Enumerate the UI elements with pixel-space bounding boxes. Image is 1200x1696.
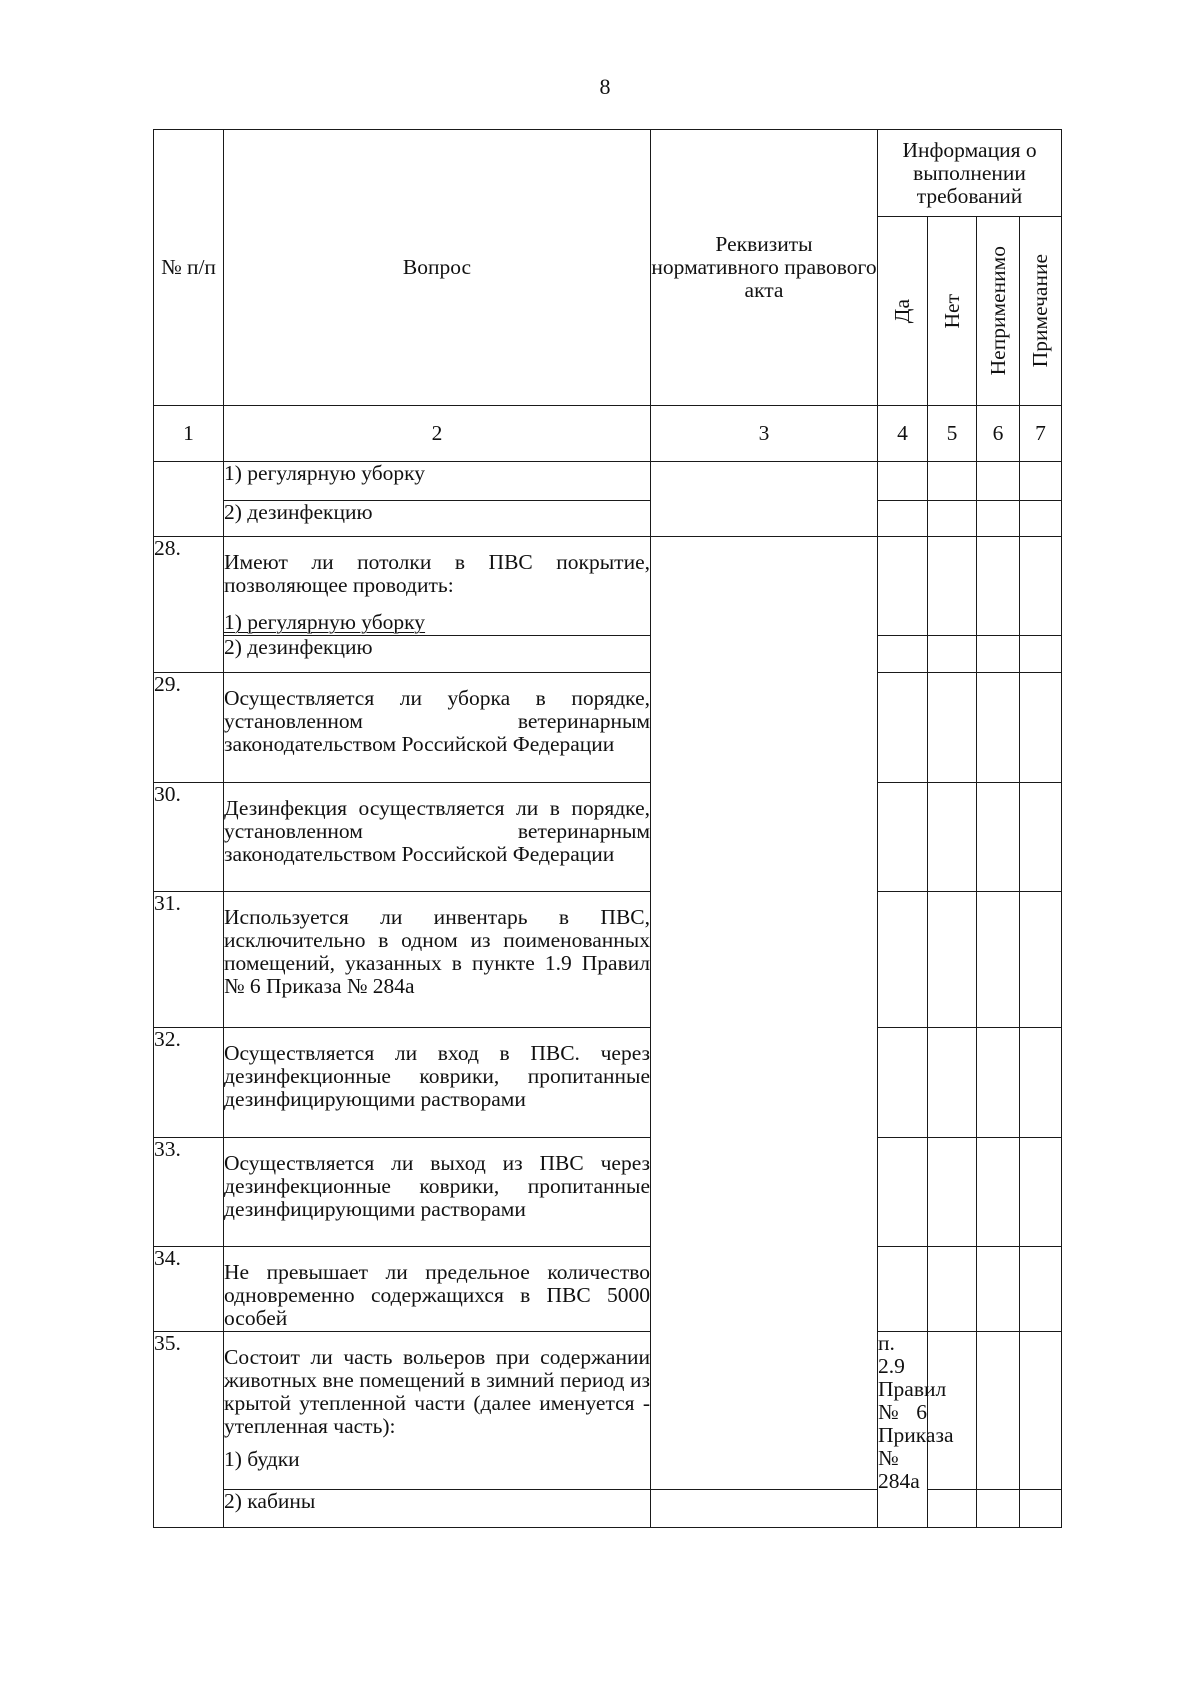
table-row: [154, 1332, 1062, 1400]
table-row: [154, 1247, 1062, 1332]
answer-yes-cell[interactable]: [878, 1138, 928, 1247]
row-question: Осуществляется ли вход в ПВС. через дезинфекционные коврики, пропитанные дезинфицирующими растворами: [224, 1028, 651, 1138]
column-number: 1: [154, 406, 224, 462]
row-question: Не превышает ли предельное количество одновременно содержащихся в ПВС 5000 особей: [224, 1247, 651, 1332]
column-number: 3: [651, 406, 878, 462]
row-sub-item: 2) дезинфекцию: [224, 636, 651, 673]
row-number: 32.: [154, 1028, 224, 1138]
answer-no-cell[interactable]: [928, 501, 977, 537]
answer-not-applicable-cell[interactable]: [977, 636, 1020, 673]
header-yes-cell: [878, 217, 928, 406]
column-number: 4: [878, 406, 928, 462]
header-note-cell: [1020, 217, 1062, 406]
row-sub-item: 1) регулярную уборку: [224, 462, 651, 501]
answer-yes-cell[interactable]: [878, 673, 928, 783]
answer-note-cell[interactable]: [1020, 783, 1062, 892]
column-number: 5: [928, 406, 977, 462]
header-note: Примечание: [1028, 254, 1053, 368]
answer-no-cell[interactable]: [928, 1028, 977, 1138]
answer-not-applicable-cell[interactable]: [977, 1138, 1020, 1247]
table-row: [154, 636, 1062, 673]
answer-no-cell[interactable]: [928, 462, 977, 501]
answer-yes-cell[interactable]: [878, 783, 928, 892]
row-question: Осуществляется ли уборка в порядке, установленном ветеринарным законодательством Российской Федерации: [224, 673, 651, 783]
answer-note-cell[interactable]: [1020, 1028, 1062, 1138]
answer-no-cell[interactable]: [928, 1138, 977, 1247]
answer-note-cell[interactable]: [1020, 501, 1062, 537]
header-question: Вопрос: [224, 130, 651, 406]
answer-no-cell[interactable]: [928, 783, 977, 892]
row-sub-item: 1) регулярную уборку: [224, 610, 426, 634]
row-question-text: Имеют ли потолки в ПВС покрытие, позволяющее проводить:: [224, 550, 650, 597]
answer-no-cell[interactable]: [928, 1490, 977, 1528]
answer-not-applicable-cell[interactable]: [977, 1490, 1020, 1528]
header-no: Нет: [939, 293, 964, 329]
table-row: [154, 673, 1062, 783]
answer-note-cell[interactable]: [1020, 537, 1062, 636]
row-number-empty: [154, 462, 224, 537]
answer-not-applicable-cell[interactable]: [977, 501, 1020, 537]
answer-not-applicable-cell[interactable]: [977, 783, 1020, 892]
header-row: [154, 130, 1062, 217]
answer-yes-cell[interactable]: [651, 1490, 878, 1528]
header-info: Информация о выполнении требований: [878, 130, 1062, 217]
table-row: [154, 1138, 1062, 1247]
row-question: Используется ли инвентарь в ПВС, исключительно в одном из поименованных помещений, указанных в пункте 1.9 Правил № 6 Приказа № 284а: [224, 892, 651, 1028]
table-row: [154, 462, 1062, 501]
answer-note-cell[interactable]: [1020, 462, 1062, 501]
table-row: [154, 501, 1062, 537]
row-question: [224, 1332, 651, 1490]
row-question: Осуществляется ли выход из ПВС через дезинфекционные коврики, пропитанные дезинфицирующими растворами: [224, 1138, 651, 1247]
answer-note-cell[interactable]: [1020, 636, 1062, 673]
answer-not-applicable-cell[interactable]: [977, 673, 1020, 783]
table-row: [154, 783, 1062, 892]
column-number: 7: [1020, 406, 1062, 462]
table-row: [154, 892, 1062, 1028]
row-requisites: п. 2.9 Правил № 6 Приказа № 284а: [878, 1332, 928, 1528]
answer-not-applicable-cell[interactable]: [1020, 1332, 1062, 1490]
page-number: 8: [599, 74, 611, 99]
row-question: [224, 537, 651, 636]
row-number: 35.: [154, 1332, 224, 1528]
answer-note-cell[interactable]: [1020, 1490, 1062, 1528]
answer-no-cell[interactable]: [928, 636, 977, 673]
answer-yes-cell[interactable]: [878, 537, 928, 636]
row-number: 28.: [154, 537, 224, 673]
header-number: № п/п: [154, 130, 224, 406]
row-number: 34.: [154, 1247, 224, 1332]
answer-note-cell[interactable]: [1020, 892, 1062, 1028]
answer-yes-cell[interactable]: [878, 462, 928, 501]
answer-yes-cell[interactable]: [878, 636, 928, 673]
answer-yes-cell[interactable]: [878, 501, 928, 537]
row-sub-item: 1) будки: [224, 1447, 300, 1471]
header-not-applicable: Неприменимо: [985, 246, 1010, 376]
answer-not-applicable-cell[interactable]: [977, 462, 1020, 501]
answer-note-cell[interactable]: [1020, 673, 1062, 783]
answer-yes-cell[interactable]: [878, 1247, 928, 1332]
table-row: [154, 1028, 1062, 1138]
column-number: 6: [977, 406, 1020, 462]
answer-not-applicable-cell[interactable]: [977, 892, 1020, 1028]
row-number: 29.: [154, 673, 224, 783]
answer-no-cell[interactable]: [928, 1247, 977, 1332]
header-yes: Да: [890, 298, 914, 324]
row-sub-item: 2) дезинфекцию: [224, 501, 651, 537]
row-requisites-empty: [651, 462, 878, 537]
header-requisites: Реквизиты нормативного правового акта: [651, 130, 878, 406]
row-question-text: Состоит ли часть вольеров при содержании животных вне помещений в зимний период из крытой утепленной части (далее именуется - утепленная часть):: [224, 1345, 650, 1438]
answer-yes-cell[interactable]: [878, 1028, 928, 1138]
header-not-applicable-cell: [977, 217, 1020, 406]
row-number: 30.: [154, 783, 224, 892]
answer-note-cell[interactable]: [1020, 1138, 1062, 1247]
header-no-cell: [928, 217, 977, 406]
row-number: 31.: [154, 892, 224, 1028]
answer-yes-cell[interactable]: [928, 1332, 977, 1490]
answer-note-cell[interactable]: [1020, 1247, 1062, 1332]
row-question: Дезинфекция осуществляется ли в порядке, установленном ветеринарным законодательством Российской Федерации: [224, 783, 651, 892]
answer-yes-cell[interactable]: [878, 892, 928, 1028]
column-numbers-row: [154, 406, 1062, 462]
answer-no-cell[interactable]: [928, 892, 977, 1028]
answer-not-applicable-cell[interactable]: [977, 1028, 1020, 1138]
answer-no-cell[interactable]: [928, 537, 977, 636]
table-row: [154, 537, 1062, 636]
answer-not-applicable-cell[interactable]: [977, 537, 1020, 636]
row-requisites-empty: [651, 537, 878, 1490]
row-number: 33.: [154, 1138, 224, 1247]
checklist-table: [153, 129, 1062, 1528]
column-number: 2: [224, 406, 651, 462]
row-sub-item: 2) кабины: [224, 1490, 651, 1528]
answer-not-applicable-cell[interactable]: [977, 1247, 1020, 1332]
answer-no-cell[interactable]: [928, 673, 977, 783]
answer-no-cell[interactable]: [977, 1332, 1020, 1490]
